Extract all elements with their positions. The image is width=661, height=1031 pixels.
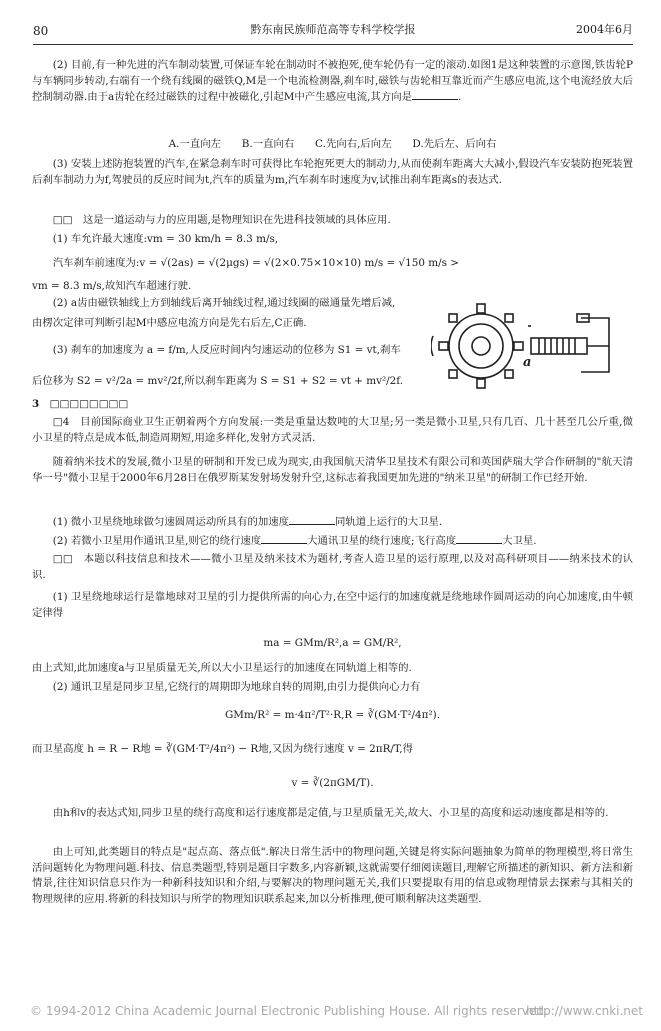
- footer-copyright: © 1994-2012 China Academic Journal Electronic Publishing House. All rights reserved.: [30, 1004, 548, 1018]
- sub-question-2: [32, 533, 633, 550]
- sub-question-1-lead: (1) 微小卫星绕地球做匀速圆周运动所具有的加速度: [52, 516, 290, 528]
- footer-site: http://www.cnki.net: [526, 1004, 643, 1018]
- page-number: 80: [33, 24, 49, 38]
- solution-3-line2: 后位移为 S2 = v²/2a = mv²/2f,所以刹车距离为 S = S1 + S2 = vt + mv²/2f.: [32, 375, 404, 387]
- equation-orbit-radius: GMm/R² = m·4π²/T²·R,R = ∛(GM·T²/4π²).: [225, 709, 440, 721]
- synchronous-conclusion: 由h和v的表达式知,同步卫星的绕行高度和运行速度都是定值,与卫星质量无关,故大、小卫星的高度和运动速度都是相等的.: [52, 807, 609, 819]
- acceleration-conclusion: 由上式知,此加速度a与卫星质量无关,所以大小卫星运行的加速度在同轨道上相等的.: [32, 662, 412, 674]
- solution-2-line2: 由楞次定律可判断引起M中感应电流方向是先右后左,C正确.: [32, 317, 307, 329]
- answer-blank: [289, 514, 335, 525]
- sub-question-1-tail: 同轨道上运行的大卫星.: [335, 516, 443, 528]
- solution-4-1: (1) 卫星绕地球运行是靠地球对卫星的引力提供所需的向心力,在空中运行的加速度就是绕地球作圆周运动的向心加速度,由牛顿定律得: [32, 591, 633, 619]
- question-2-body: (2) 目前,有一种先进的汽车制动装置,可保证车轮在制动时不被抱死,使车轮仍有一定的滚动.如图1是这种装置的示意图,铁齿轮P与车辆同步转动,右端有一个绕有线圈的磁铁Q,M是一个电流检测器,刹车时,磁铁与齿轮相互靠近而产生感应电流,这个电流经放大后控制制动器.由于a齿轮在经过磁铁的过程中被磁化,引起M中产生感应电流,其方向是: [32, 59, 633, 104]
- question-2-options: A.一直向左 B.一直向右 C.先向右,后向左 D.先后左、后向右: [168, 138, 497, 150]
- solution-3-line1: (3) 刹车的加速度为 a = f/m,人反应时间内匀速运动的位移为 S1 = vt,刹车: [52, 344, 401, 356]
- solution-1-line3: vm = 8.3 m/s,故知汽车超速行驶.: [32, 280, 192, 292]
- question-3-text: (3) 安装上述防抱装置的汽车,在紧急刹车时可获得比车轮抱死更大的制动力,从而使刹车距离大大减小,假设汽车安装防抱死装置后刹车制动力为f,驾驶员的反应时间为t,汽车的质量为m,汽车刹车时速度为v,试推出刹车距离s的表达式.: [32, 158, 633, 186]
- journal-title: 黔东南民族师范高等专科学校学报: [250, 23, 416, 36]
- answer-blank: [456, 533, 502, 544]
- solution-2-line1: (2) a齿由磁铁轴线上方到轴线后离开轴线过程,通过线圈的磁通量先增后减,: [52, 297, 396, 309]
- height-expression: 而卫星高度 h = R − R地 = ∛(GM·T²/4π²) − R地,又因为绕行速度 v = 2πR/T,得: [32, 743, 414, 755]
- sub-question-2-mid: 大通讯卫星的绕行速度;飞行高度: [307, 535, 457, 547]
- sub-question-2-tail: 大卫星.: [502, 535, 537, 547]
- summary-paragraph: 由上可知,此类题目的特点是"起点高、落点低".解决日常生活中的物理问题,关键是将实际问题抽象为简单的物理模型,将日常生活问题转化为物理问题.科技、信息类题型,特别是题目字数多,内容新颖,这就需要仔细阅读题目,理解它所描述的新知识、新方法和新情景,往往知识信息只作为一种新科技知识和介绍,与要解决的物理问题无关,我们只要提取有用的信息或物理情景去探索与其相关的物理规律的应用.将新的科技知识与所学的物理知识联系起来,加以分析推理,便可顺利解决这类题型.: [32, 846, 633, 905]
- nano-tech-paragraph: 随着纳米技术的发展,微小卫星的研制和开发已成为现实,由我国航天清华卫星技术有限公司和英国萨瑞大学合作研制的"航天清华一号"微小卫星于2000年6月28日在俄罗斯某发射场发射升空,这标志着我国更加先进的"纳米卫星"的研制工作已经开始.: [32, 456, 633, 484]
- analysis-intro: □□ 这是一道运动与力的应用题,是物理知识在先进科技领域的具体应用.: [52, 214, 391, 226]
- analysis-4-intro: □□ 本题以科技信息和技术——微小卫星及纳米技术为题材,考查人造卫星的运行原理,以及对高科研项目——纳米技术的认识.: [32, 553, 633, 581]
- question-2-text: (2) 目前,有一种先进的汽车制动装置,可保证车轮在制动时不被抱死,使车轮仍有一定的滚动.如图1是这种装置的示意图,铁齿轮P与车辆同步转动,右端有一个绕有线圈的磁铁Q,M是一个电流检测器,刹车时,磁铁与齿轮相互靠近而产生感应电流,这个电流经放大后控制制动器.由于a齿轮在经过磁铁的过程中被磁化,引起M中产生感应电流,其方向是 .: [32, 59, 633, 104]
- brake-device-figure: [431, 296, 619, 398]
- example-4-text: □4 目前国际商业卫生正朝着两个方向发展:一类是重量达数吨的大卫星;另一类是微小卫星,只有几百、几十甚至几公斤重,微小卫星的特点是成本低,制造周期短,用途多样化,发射方式灵活.: [32, 416, 633, 444]
- sub-question-2-lead: (2) 若微小卫星用作通讯卫星,则它的绕行速度: [52, 535, 262, 547]
- figure-label-a: a: [523, 355, 532, 370]
- section-3-heading: 3 □□□□□□□□: [32, 398, 129, 410]
- equation-acceleration: ma = GMm/R²,a = GM/R²,: [263, 637, 402, 649]
- answer-blank: [261, 533, 307, 544]
- equation-velocity: v = ∛(2πGM/T).: [291, 777, 374, 789]
- solution-1-line2: 汽车刹车前速度为:v = √(2as) = √(2μgs) = √(2×0.75×10×10) m/s = √150 m/s >: [52, 257, 459, 269]
- solution-1-line1: (1) 车允许最大速度:vm = 30 km/h = 8.3 m/s,: [52, 233, 279, 245]
- running-header: [33, 22, 633, 40]
- header-rule: [33, 44, 633, 45]
- solution-4-2: (2) 通讯卫星是同步卫星,它绕行的周期即为地球自转的周期,由引力提供向心力有: [52, 681, 421, 693]
- sub-question-1: [32, 514, 633, 531]
- issue-date: 2004年6月: [576, 23, 633, 36]
- answer-blank: [412, 89, 458, 100]
